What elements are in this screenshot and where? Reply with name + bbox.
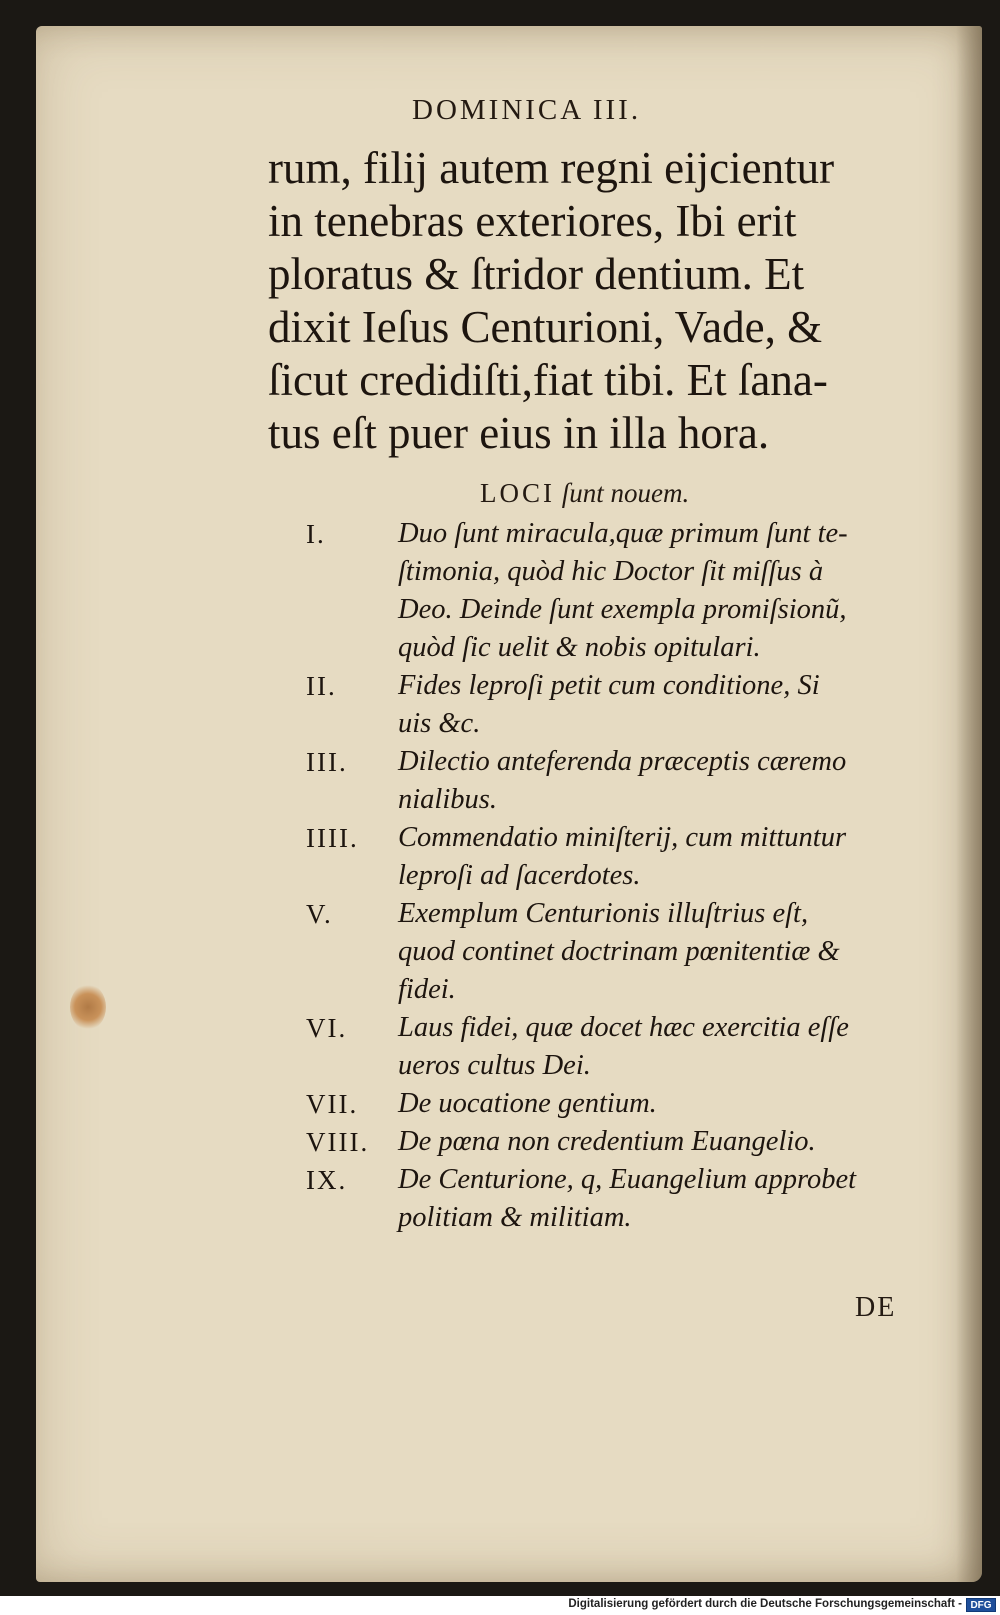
locus-item <box>306 1009 916 1085</box>
locus-text <box>398 1123 916 1161</box>
main-text-line: rum, filij autem regni eijcientur <box>268 143 835 193</box>
paper-stain <box>70 984 106 1030</box>
locus-item <box>306 667 916 743</box>
locus-line: politiam & militiam. <box>398 1202 632 1233</box>
main-text-line: ſicut credidiſti,fiat tibi. Et ſana- <box>268 355 828 405</box>
locus-numeral: IX. <box>306 1165 348 1195</box>
locus-line: quòd ſic uelit & nobis opitulari. <box>398 632 761 663</box>
locus-text <box>398 743 916 819</box>
locus-line: Deo. Deinde ſunt exempla promiſsionũ, <box>398 594 847 625</box>
locus-line: nialibus. <box>398 784 497 815</box>
running-head: DOMINICA III. <box>412 94 642 126</box>
locus-numeral: VIII. <box>306 1127 370 1157</box>
locus-line: quod continet doctrinam pœnitentiæ & <box>398 936 840 967</box>
locus-item <box>306 895 916 1009</box>
main-text-line: in tenebras exteriores, Ibi erit <box>268 196 797 246</box>
locus-text <box>398 1161 916 1237</box>
locus-text <box>398 1009 916 1085</box>
locus-item <box>306 1161 916 1237</box>
locus-text <box>398 667 916 743</box>
locus-text <box>398 515 916 667</box>
funding-credit: Digitalisierung gefördert durch die Deutsche Forschungsgemeinschaft - <box>568 1598 962 1610</box>
main-text-block <box>268 142 908 460</box>
locus-line: Commendatio miniſterij, cum mittuntur <box>398 822 847 853</box>
locus-item <box>306 515 916 667</box>
main-text-line: ploratus & ſtridor dentium. Et <box>268 249 805 299</box>
locus-numeral: II. <box>306 671 337 701</box>
locus-item <box>306 1123 916 1161</box>
page-edge-shadow <box>956 26 982 1582</box>
loci-heading <box>480 478 689 509</box>
locus-text <box>398 895 916 1009</box>
main-text-line: dixit Ieſus Centurioni, Vade, & <box>268 302 823 352</box>
loci-heading-italic: ſunt nouem. <box>561 478 690 508</box>
locus-numeral: IIII. <box>306 823 359 853</box>
locus-item <box>306 1085 916 1123</box>
locus-numeral: VI. <box>306 1013 348 1043</box>
locus-line: ueros cultus Dei. <box>398 1050 591 1081</box>
locus-line: uis &c. <box>398 708 481 739</box>
locus-line: De pœna non credentium Euangelio. <box>398 1126 816 1157</box>
locus-numeral: I. <box>306 519 326 549</box>
locus-line: De uocatione gentium. <box>398 1088 657 1119</box>
locus-numeral: V. <box>306 899 333 929</box>
locus-text <box>398 1085 916 1123</box>
dfg-logo-icon: DFG <box>966 1598 996 1612</box>
locus-line: fidei. <box>398 974 456 1005</box>
locus-text <box>398 819 916 895</box>
loci-heading-caps: LOCI <box>480 478 555 508</box>
locus-line: De Centurione, q, Euangelium approbet <box>398 1164 857 1195</box>
locus-line: Exemplum Centurionis illuſtrius eſt, <box>398 898 809 929</box>
locus-line: ſtimonia, quòd hic Doctor ſit miſſus à <box>398 556 824 587</box>
locus-line: Dilectio anteferenda præceptis cæremo <box>398 746 847 777</box>
locus-numeral: III. <box>306 747 348 777</box>
locus-line: Laus fidei, quæ docet hæc exercitia eſſe <box>398 1012 849 1043</box>
loci-list <box>306 515 916 1237</box>
locus-item <box>306 819 916 895</box>
locus-item <box>306 743 916 819</box>
locus-line: Duo ſunt miracula,quæ primum ſunt te- <box>398 518 848 549</box>
main-text-line: tus eſt puer eius in illa hora. <box>268 408 770 458</box>
locus-line: Fides leproſi petit cum conditione, Si <box>398 670 820 701</box>
locus-numeral: VII. <box>306 1089 359 1119</box>
locus-line: leproſi ad ſacerdotes. <box>398 860 641 891</box>
catchword: DE <box>855 1292 897 1323</box>
